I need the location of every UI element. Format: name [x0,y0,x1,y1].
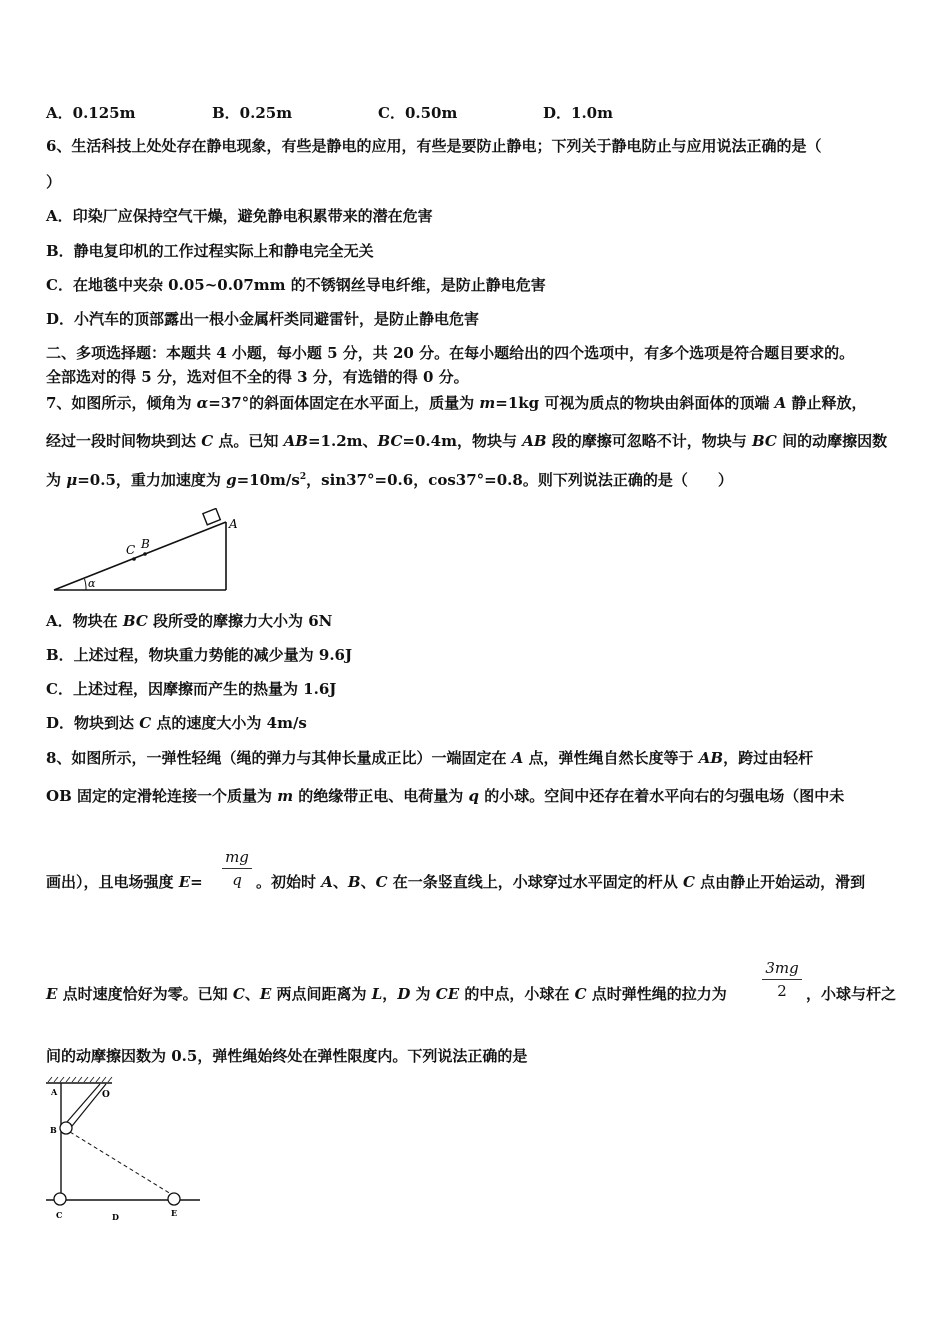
q8-fig-label-o: O [102,1090,110,1100]
q8-fig-label-b: B [50,1125,57,1135]
q7-option-d: D．物块到达 C 点的速度大小为 4m/s [46,714,307,732]
q5-option-a: A．0.125m [46,104,136,122]
q6-stem-line2: ） [46,173,62,191]
q8-stem-line3-right: 。初始时 A、B、C 在一条竖直线上，小球穿过水平固定的杆从 C 点由静止开始运动，滑到 [256,873,866,891]
q7-fig-label-alpha: α [88,577,96,590]
q6-option-a: A．印染厂应保持空气干燥，避免静电积累带来的潜在危害 [46,207,433,225]
q7-stem-line2: 经过一段时间物块到达 C 点。已知 AB=1.2m、BC=0.4m，物块与 AB 段的摩擦可忽略不计，物块与 BC 间的动摩擦因数 [46,432,888,450]
q8-stem-line3-left: 画出），且电场强度 E= [46,873,203,891]
q8-fraction1-numerator: mg [225,848,249,866]
q7-option-a: A．物块在 BC 段所受的摩擦力大小为 6N [46,612,333,630]
q8-fraction1-denominator: q [232,871,242,889]
q8-stem-line5: 间的动摩擦因数为 0.5，弹性绳始终处在弹性限度内。下列说法正确的是 [46,1047,528,1065]
q8-field-fraction [222,848,252,889]
q5-options [46,102,746,122]
q8-fig-label-a: A [51,1087,58,1097]
q5-option-c: C．0.50m [378,104,458,122]
section2-header-line2: 全部选对的得 5 分，选对但不全的得 3 分，有选错的得 0 分。 [46,368,469,386]
q7-fig-label-c: C [126,543,136,557]
q8-fig-label-d: D [112,1212,119,1222]
q5-option-d: D．1.0m [543,104,613,122]
q8-fraction2-numerator: 3mg [765,959,799,977]
q8-fig-label-e: E [171,1208,178,1218]
q7-stem-line3: 为 μ=0.5，重力加速度为 $g=10m/s^2$，sin37°=0.6，cos37°=0.8。则下列说法正确的是（ ） [46,471,733,489]
q8-fig-label-c: C [56,1210,63,1220]
q7-fig-label-a: A [229,517,238,531]
q6-option-d: D．小汽车的顶部露出一根小金属杆类同避雷针，是防止静电危害 [46,310,480,328]
q7-incline-figure [48,508,248,594]
q6-option-c: C．在地毯中夹杂 0.05~0.07mm 的不锈钢丝导电纤维，是防止静电危害 [46,276,546,294]
q8-stem-line1: 8、如图所示，一弹性轻绳（绳的弹力与其伸长量成正比）一端固定在 A 点，弹性绳自然长度等于 AB，跨过由轻杆 [46,749,814,767]
q8-stem-line4-left: E 点时速度恰好为零。已知 C、E 两点间距离为 L，D 为 CE 的中点，小球在 C 点时弹性绳的拉力为 [46,985,727,1003]
q8-stem-line2: OB 固定的定滑轮连接一个质量为 m 的绝缘带正电、电荷量为 q 的小球。空间中还存在着水平向右的匀强电场（图中未 [46,787,845,805]
q7-option-b: B．上述过程，物块重力势能的减少量为 9.6J [46,646,353,664]
q7-stem-line1: 7、如图所示，倾角为 α=37°的斜面体固定在水平面上，质量为 m=1kg 可视为质点的物块由斜面体的顶端 A 静止释放， [46,394,867,412]
q7-fig-label-b: B [141,537,150,551]
q8-stem-line4-right: ，小球与杆之 [806,985,897,1003]
q8-pulley-figure [40,1076,210,1226]
q8-fraction2-denominator: 2 [777,982,787,1000]
q6-stem-line1: 6、生活科技上处处存在静电现象，有些是静电的应用，有些是要防止静电；下列关于静电防止与应用说法正确的是（ [46,137,822,155]
q5-option-b: B．0.25m [212,104,293,122]
section2-header-line1: 二、多项选择题：本题共 4 小题，每小题 5 分，共 20 分。在每小题给出的四个选项中，有多个选项是符合题目要求的。 [46,344,855,362]
q6-option-b: B．静电复印机的工作过程实际上和静电完全无关 [46,242,374,260]
q7-option-c: C．上述过程，因摩擦而产生的热量为 1.6J [46,680,337,698]
q8-tension-fraction [762,959,802,1000]
